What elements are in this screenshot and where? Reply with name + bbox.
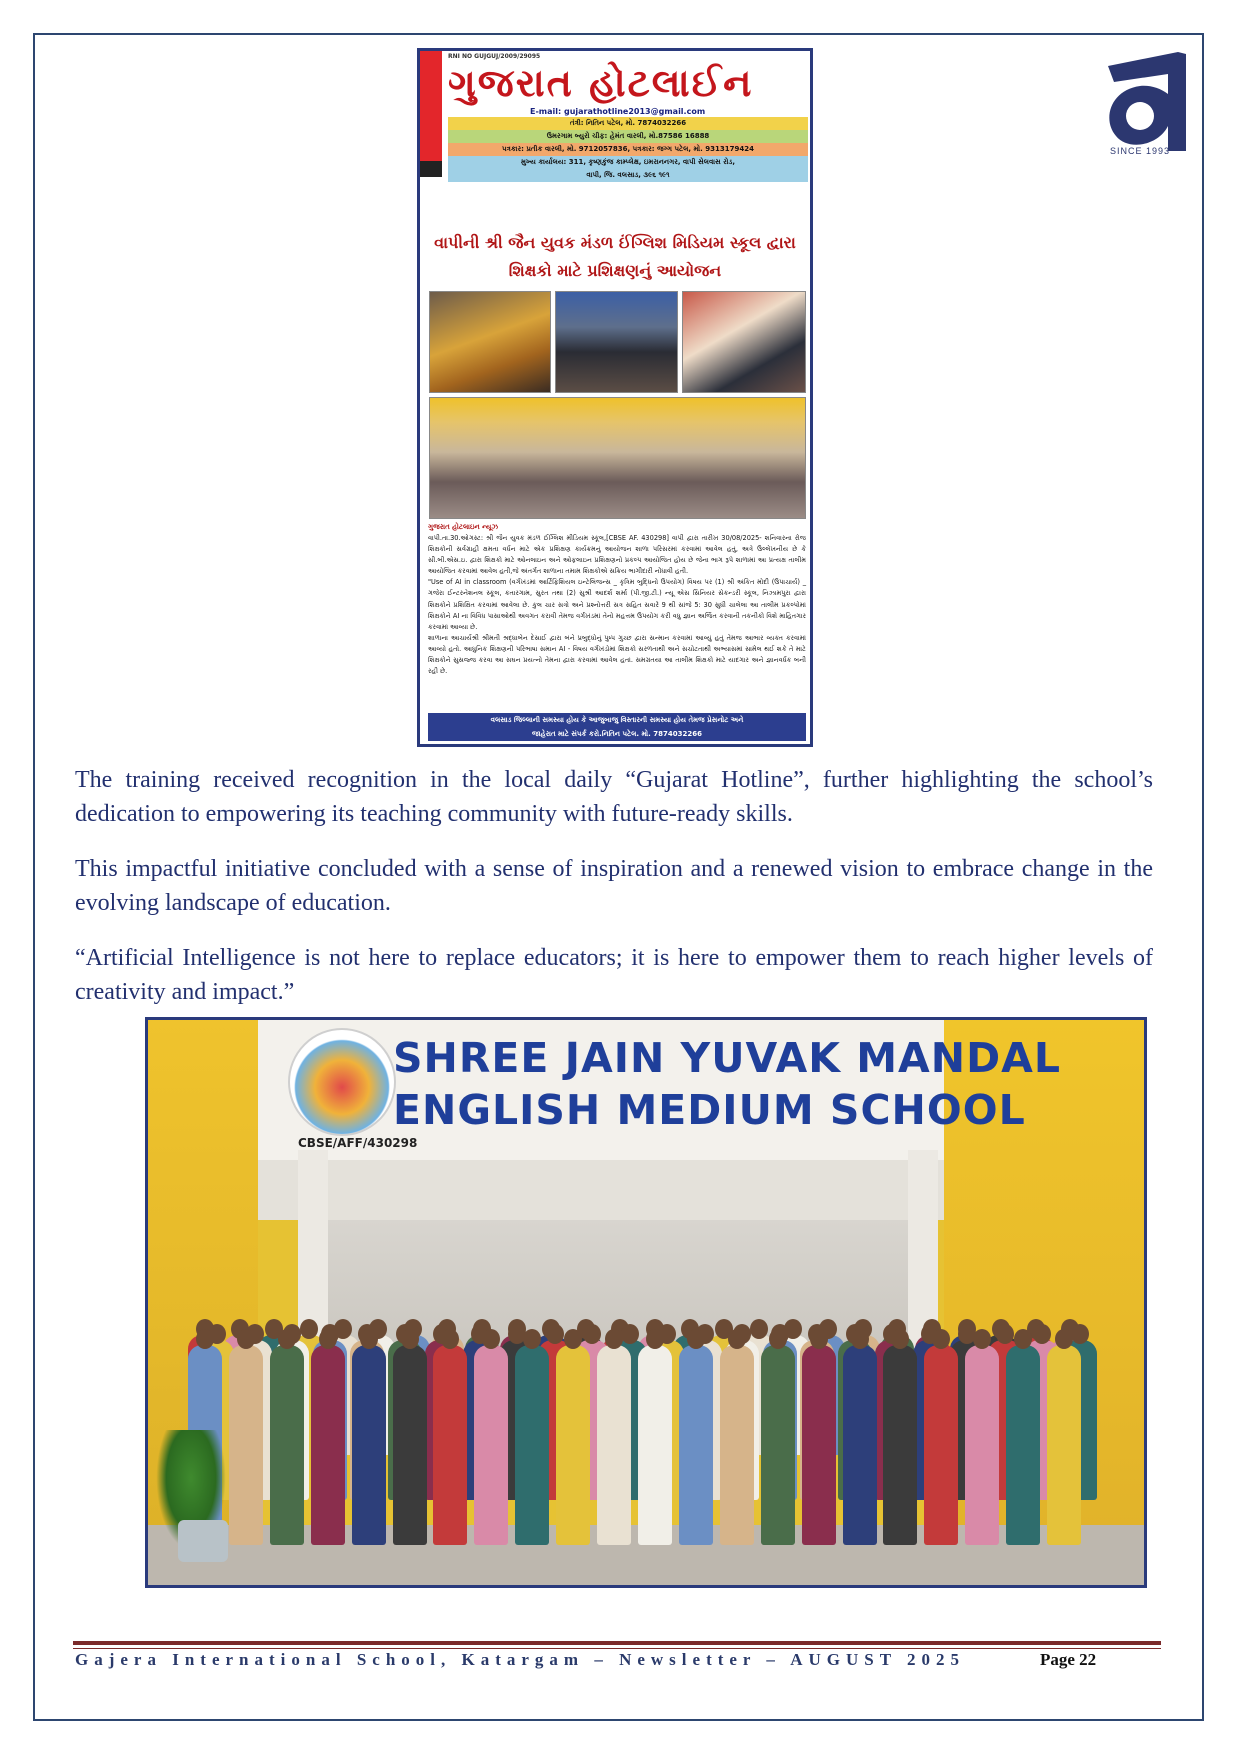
photo-plant-pot (178, 1520, 228, 1562)
group-photo (145, 1017, 1147, 1588)
teacher-head (1071, 1324, 1089, 1344)
clipping-sidebar (420, 51, 442, 177)
clipping-photo-group (429, 397, 806, 519)
logo-since-text: SINCE 1993 (1109, 146, 1171, 156)
teacher-head (1055, 1329, 1073, 1349)
school-emblem (288, 1028, 396, 1136)
teacher-head (621, 1324, 639, 1344)
clipping-info-line: તંત્રી: નિતિન પટેલ, મો. 7874032266 (448, 117, 808, 130)
clipping-info-line: વાપી, જિ. વલસાડ, ૩૯૬ ૧૯૧ (448, 169, 808, 182)
footer-rule (73, 1641, 1161, 1645)
teacher-figure (965, 1345, 999, 1545)
teacher-figure (270, 1345, 304, 1545)
clipping-photo-classroom (555, 291, 678, 393)
teacher-figure (474, 1345, 508, 1545)
clipping-footer-line: વલસાડ જિલ્લાની સમસ્યા હોય કે આજુબાજુ વિસ્તારની સમસ્યા હોય તેમજ પ્રેસનોટ અને (490, 716, 744, 724)
teacher-figure (843, 1345, 877, 1545)
teacher-figure (515, 1345, 549, 1545)
teacher-figure (352, 1345, 386, 1545)
teacher-figure (761, 1345, 795, 1545)
teacher-head (605, 1329, 623, 1349)
teacher-head (300, 1319, 318, 1339)
quote-paragraph: “Artificial Intelligence is not here to replace educators; it is here to empower them to reach higher levels of creativity and impact.” (75, 945, 1153, 1005)
teacher-head (810, 1329, 828, 1349)
affiliation-number: CBSE/AFF/430298 (298, 1136, 418, 1150)
clipping-photo-presenter (682, 291, 806, 393)
teacher-figure (433, 1345, 467, 1545)
teacher-head (237, 1329, 255, 1349)
clipping-email: E-mail: gujarathotline2013@gmail.com (530, 107, 706, 116)
teacher-figure (924, 1345, 958, 1545)
teacher-head (750, 1319, 768, 1339)
group-of-teachers (178, 1315, 1128, 1545)
teacher-figure (393, 1345, 427, 1545)
teacher-head (769, 1329, 787, 1349)
teacher-head (360, 1329, 378, 1349)
teacher-figure (638, 1345, 672, 1545)
teacher-figure (229, 1345, 263, 1545)
teacher-figure (802, 1345, 836, 1545)
clipping-info-line: મુખ્ય કાર્યાલય: 311, કૃષ્ણકુંજ કામ્પ્લેક્ષ, ઇમરાનનગર, વાપી સેલવાસ રોડ, (448, 156, 808, 169)
body-paragraph: The training received recognition in the local daily “Gujarat Hotline”, further highlighting the school’s dedication to empowering its teaching community with future-ready skills. (75, 767, 1153, 827)
teacher-head (278, 1329, 296, 1349)
clipping-body-paragraph: શાળાના આચાર્યશ્રી શ્રીમતી શ્રદ્ધાબેન દેસાઈ દ્વારા બંને પ્રબુદ્ધોનું પુષ્પ ગુચ્છ દ્વારા સન્માન કરવામાં આવ્યું હતું તેમજ આભાર વ્યક્ત કરવામાં આવ્યો હતો. આધુનિક શિક્ષણની પરિભાષા સમાન AI - વિષય વર્ગખંડોમાં શિક્ષકો સરળતાથી અને સચોટતાથી અભ્યાસમાં સામેલ થઈ શકે તે માટે શિક્ષકોને સુસજ્જ કરવા આ સઘન પ્રયત્નો તેમના દ્વારા કરવામાં આવેલ હતાં. સમગ્રતયા આ તાલીમ શિક્ષકો માટે યાદગાર અને જ્ઞાનવર્ધક બની રહી છે. (428, 633, 806, 676)
teacher-head (319, 1329, 337, 1349)
teacher-head (996, 1324, 1014, 1344)
clipping-masthead: ગુજરાત હોટલાઈન (448, 61, 754, 105)
teacher-head (687, 1329, 705, 1349)
clipping-body-paragraph: વાપી.તા.30.ઓગસ્ટ: શ્રી જૈન યુવક મંડળ ઈંગ્લિશ મીડિયમ સ્કૂલ,[CBSE AF. 430298] વાપી દ્વારા તારીખ 30/08/2025- શનિવારના રોજ શિક્ષકોની સર્વગ્રાહી ક્ષમતા વર્ધન માટે એક પ્રશિક્ષણ કાર્યક્રમનું આયોજન શાળા પરિસરમાં કરવામાં આવેલ હતું, અત્રે ઉલ્લેખનીય છે કે સી.બી.એસ.ઇ. દ્વારા શિક્ષકો માટે ઓનલાઇન અને ઓફલાઇન પ્રશિક્ષણનો પ્રકલ્પ આયોજિત હોય છે જેના ભાગ રૂપે શાળામાં આ પ્રત્યક્ષ તાલીમ આયોજિત કરવામાં આવેલ હતી,જે અંતર્ગત શાળાના તમામ શિક્ષકોએ સક્રિય ભાગીદારી નોંધાવી હતી. (428, 534, 806, 576)
teacher-head (728, 1329, 746, 1349)
clipping-footer-line: જાહેરાત માટે સંપર્ક કરો.નિતિન પટેલ. મો. 7874032266 (532, 730, 702, 738)
clipping-headline: વાપીની શ્રી જૈન યુવક મંડળ ઈંગ્લિશ મિડિયમ સ્કૂલ દ્વારા શિક્ષકો માટે પ્રશિક્ષણનું આયોજન (434, 233, 796, 280)
teacher-head (583, 1324, 601, 1344)
teacher-figure (1047, 1345, 1081, 1545)
body-paragraph: This impactful initiative concluded with a sense of inspiration and a renewed vision to embrace change in the evolving landscape of education. (75, 856, 1153, 916)
teacher-figure (597, 1345, 631, 1545)
clipping-credit: ગુજરાત હોટલાઇન ન્યૂઝ (428, 523, 499, 531)
teacher-figure (311, 1345, 345, 1545)
footer-newsletter-title: Gajera International School, Katargam – Newsletter – AUGUST 2025 (75, 1650, 966, 1669)
teacher-head (546, 1324, 564, 1344)
clipping-body-paragraph: "Use of AI in classroom (વર્ગખંડમાં આર્ટિફિશિયલ ઇન્ટેલિજન્સ _ કૃત્રિમ બુદ્ધિનો ઉપયોગ) વિષય પર (1) શ્રી અંકિત મોદી (ઉપાચાર્ય) _ ગજેરા ઈન્ટરનેશનલ સ્કૂલ, કતારગામ, સુરત તથા (2) સુશ્રી આદર્શ શર્મા (પી.જી.ટી.) ન્યૂ એસ સિનિયર સેકન્ડરી સ્કૂલ, નિઝામપુરા દ્વારા શિક્ષકોને પ્રશિક્ષિત કરવામાં આવેલા છે. કુલ ચાર સત્રો અને પ્રશ્નોત્તરી સત્ર સહિત સવારે 9 થી સાંજે 5: 30 સુધી ચાલેલા આ તાલીમ પ્રકલ્પોમાં શિક્ષકોને AI ના વિવિધ પાસાઓથી અવગત કરાવી તેમજ વર્ગખંડમાં તેનો મહત્તમ ઉપયોગ કરી વધુ જ્ઞાન અર્જિત કરવાની તકનીકો વિશે માહિતગાર કરવામાં આવ્યા છે. (428, 578, 806, 631)
clipping-body (428, 533, 806, 677)
photo-porch (258, 1160, 944, 1220)
teacher-figure (679, 1345, 713, 1545)
school-sign-line: SHREE JAIN YUVAK MANDAL (393, 1034, 1061, 1082)
teacher-head (851, 1329, 869, 1349)
school-sign-line: ENGLISH MEDIUM SCHOOL (393, 1086, 1026, 1134)
footer-rule (73, 1648, 1161, 1649)
clipping-footer (428, 713, 806, 741)
teacher-figure (1006, 1345, 1040, 1545)
teacher-figure (720, 1345, 754, 1545)
teacher-figure (556, 1345, 590, 1545)
teacher-head (646, 1329, 664, 1349)
clipping-info-line: પત્રકાર: પ્રતીક વારલી, મો. 9712057836, પત્રકાર: જગ્ગ પટેલ, મો. 9313179424 (448, 143, 808, 156)
newspaper-clipping (417, 48, 813, 747)
teacher-head (401, 1329, 419, 1349)
teacher-head (1033, 1324, 1051, 1344)
clipping-photo-ceremony (429, 291, 551, 393)
clipping-info-line: ઉમરગામ બ્યુરો ચીફ: હેમંત વારલી, મો.87586 16888 (448, 130, 808, 143)
clipping-info-bands (448, 117, 808, 203)
footer-page-number: Page 22 (1040, 1650, 1097, 1669)
teacher-figure (883, 1345, 917, 1545)
clipping-rni: RNI NO GUJGUJ/2009/29095 (448, 53, 541, 60)
teacher-head (196, 1329, 214, 1349)
